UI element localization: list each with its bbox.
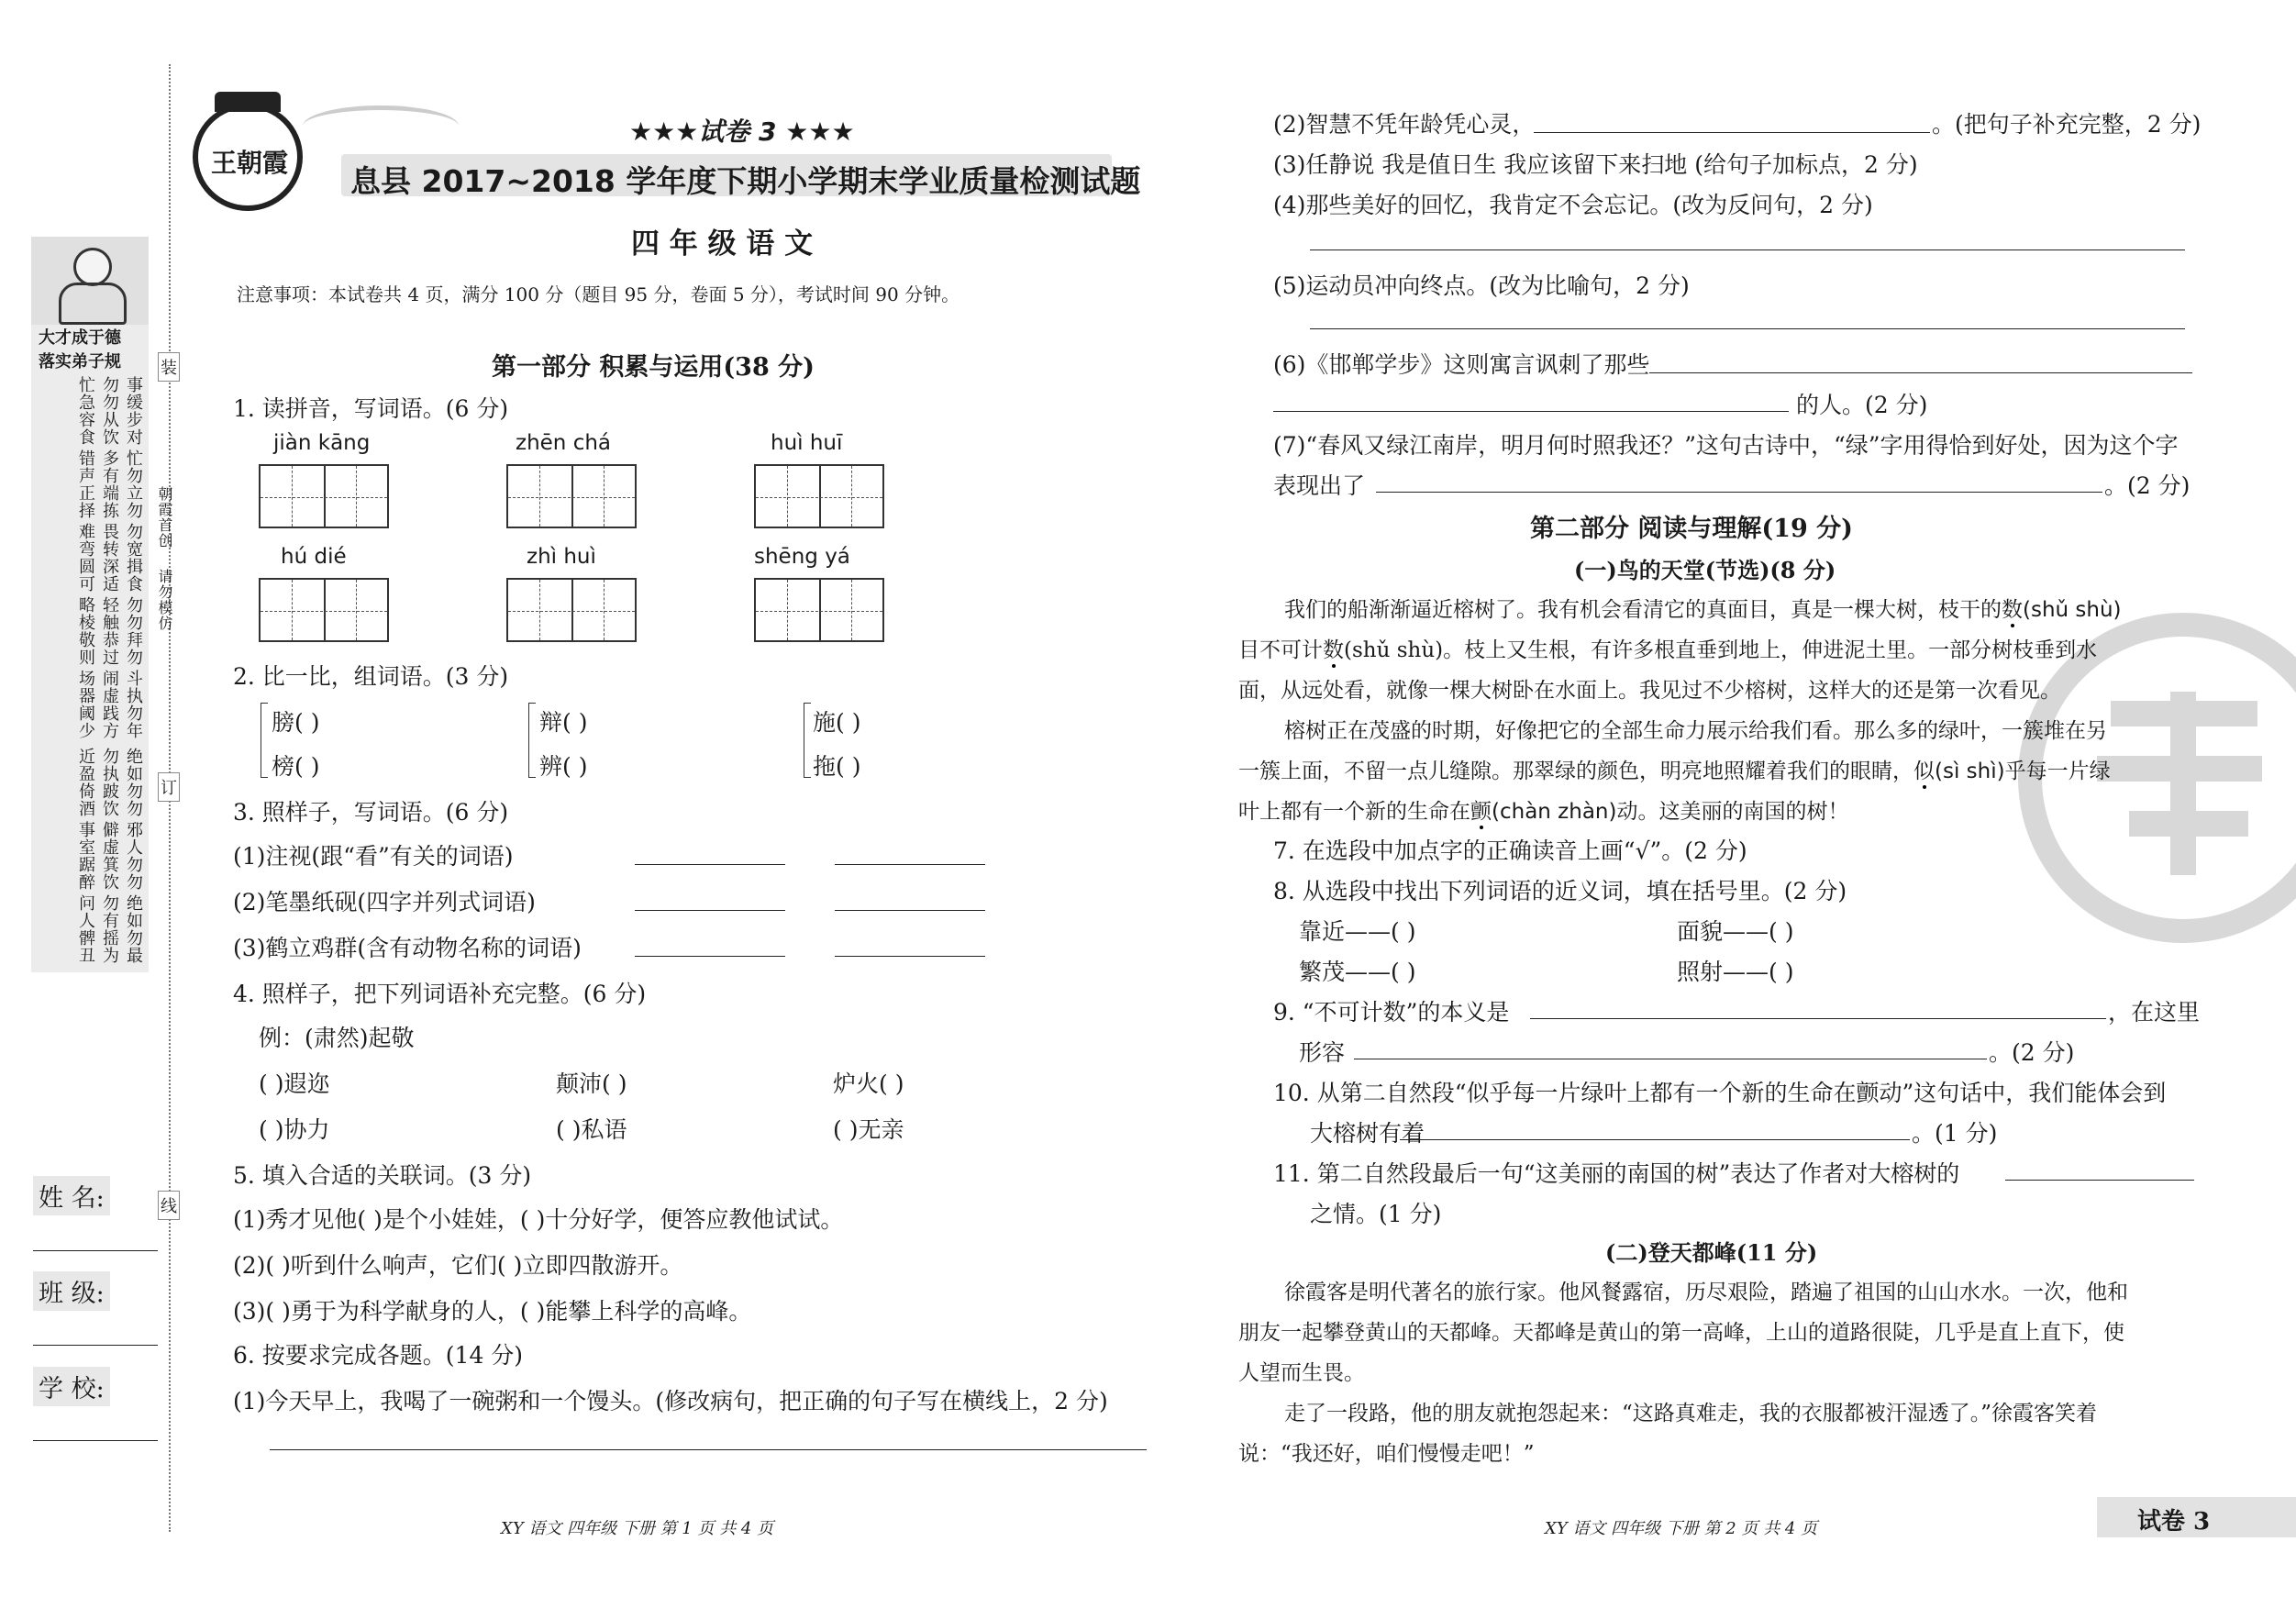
q1-pinyin: huì huī: [771, 431, 843, 455]
logo-crown-icon: [215, 92, 281, 112]
q6-7-tail: 。(2 分): [2104, 472, 2191, 499]
q3-item: (1)注视(跟“看”有关的词语): [233, 843, 514, 870]
sidebar-column: 问人髀丑: [76, 894, 95, 964]
q9-mid: ，在这里: [2108, 999, 2201, 1026]
q2-item[interactable]: 榜( ): [272, 753, 320, 780]
sidebar-column: 事缓步对: [124, 376, 143, 446]
scholar-body-icon: [59, 283, 127, 325]
q6-7-text: (7)“春风又绿江南岸，明月何时照我还？”这句古诗中，“绿”字用得恰到好处，因为这个字: [1273, 432, 2179, 459]
student-class-label: 班 级:: [33, 1271, 110, 1311]
q7-stem: 7. 在选段中加点字的正确读音上画“√”。(2 分): [1273, 837, 1747, 864]
q2-item[interactable]: 辨( ): [539, 753, 588, 780]
q6-6-text: (6)《邯郸学步》这则寓言讽刺了那些: [1273, 351, 1650, 378]
sidebar-portrait: [31, 237, 149, 325]
sidebar-column: 绝如勿最: [124, 894, 143, 964]
q6-7-answer-line[interactable]: [1376, 492, 2102, 493]
q1-writing-grid[interactable]: [754, 464, 884, 528]
q6-2-answer-line[interactable]: [1534, 132, 1930, 133]
q9-tail: 。(2 分): [1989, 1039, 2075, 1066]
sidebar-column: 事室踞醉: [76, 821, 95, 891]
q1-writing-grid[interactable]: [259, 464, 389, 528]
q1-pinyin: hú dié: [281, 545, 347, 569]
q1-stem: 1. 读拼音，写词语。(6 分): [233, 395, 509, 422]
passage1-line: 面，从远处看，就像一棵大树卧在水面上。我见过不少榕树，这样大的还是第一次看见。: [1238, 679, 2061, 703]
passage2-line: 说：“我还好，咱们慢慢走吧！”: [1238, 1442, 1535, 1466]
reading2-title: (二)登天都峰(11 分): [1605, 1239, 1818, 1266]
q9-text: 9. “不可计数”的本义是: [1273, 999, 1510, 1026]
q5-item[interactable]: (1)秀才见他( )是个小娃娃，( )十分好学，便答应教他试试。: [233, 1206, 844, 1233]
q3-answer-line[interactable]: [635, 956, 785, 957]
subject-title: 四 年 级 语 文: [631, 227, 814, 261]
header-swoosh: [303, 105, 459, 147]
sidebar-column: 绝如勿勿: [124, 748, 143, 817]
binding-label: 订: [158, 772, 180, 802]
footer-badge: 试卷 3: [2137, 1508, 2211, 1536]
passage2-line: 朋友一起攀登黄山的天都峰。天都峰是黄山的第一高峰，上山的道路很陡，几乎是直上直下，使: [1238, 1321, 2124, 1345]
sidebar-column: 畏转深适: [100, 523, 119, 593]
q2-bracket: [528, 703, 536, 778]
q3-answer-line[interactable]: [835, 864, 985, 865]
dotted-char: 数: [2002, 598, 2023, 622]
q4-item[interactable]: ( )无亲: [833, 1116, 904, 1143]
q2-item[interactable]: 施( ): [813, 709, 861, 736]
footer-right: XY 语文 四年级 下册 第 2 页 共 4 页: [1545, 1519, 1818, 1538]
q4-item[interactable]: ( )协力: [259, 1116, 330, 1143]
sidebar-column: 勿宽揖食: [124, 523, 143, 593]
q10-tail: 。(1 分): [1912, 1120, 1998, 1147]
exam-title: 息县 2017~2018 学年度下期小学期末学业质量检测试题: [350, 163, 1141, 199]
q6-3-text: (3)任静说 我是值日生 我应该留下来扫地 (给句子加标点，2 分): [1273, 151, 1918, 178]
q3-answer-line[interactable]: [635, 910, 785, 911]
notice-text: 注意事项：本试卷共 4 页，满分 100 分（题目 95 分，卷面 5 分），考试时间 90 分钟。: [237, 283, 960, 305]
q1-writing-grid[interactable]: [506, 464, 637, 528]
q5-item[interactable]: (2)( )听到什么响声，它们( )立即四散游开。: [233, 1252, 683, 1279]
passage1-line: 一簇上面，不留一点儿缝隙。那翠绿的颜色，明亮地照耀着我们的眼睛，似(sì shì)乎每一片绿: [1238, 760, 2111, 783]
binding-label: 线: [158, 1191, 180, 1220]
passage2-line: 走了一段路，他的朋友就抱怨起来：“这路真难走，我的衣服都被汗湿透了。”徐霞客笑着: [1284, 1402, 2098, 1425]
q4-example: 例：(肃然)起敬: [259, 1025, 415, 1051]
q10-answer-line[interactable]: [1400, 1139, 1910, 1140]
scholar-icon: [73, 248, 112, 286]
q8-item[interactable]: 照射——( ): [1677, 959, 1794, 985]
passage1-line: 我们的船渐渐逼近榕树了。我有机会看清它的真面目，真是一棵大树，枝干的数(shǔ shù): [1284, 598, 2122, 622]
q9-answer-line[interactable]: [1530, 1018, 2106, 1019]
q1-pinyin: zhì huì: [527, 545, 596, 569]
q6-6-answer-line[interactable]: [1649, 372, 2192, 373]
q8-item[interactable]: 靠近——( ): [1299, 918, 1416, 945]
dotted-char: 似: [1913, 760, 1935, 783]
q1-pinyin: shēng yá: [754, 545, 850, 569]
passage1-line: 叶上都有一个新的生命在颤(chàn zhàn)动。这美丽的南国的树！: [1238, 800, 1849, 824]
q4-item[interactable]: ( )遐迩: [259, 1070, 330, 1097]
sidebar-sub-label: 请勿模仿: [156, 569, 173, 631]
reading1-title: (一)鸟的天堂(节选)(8 分): [1574, 557, 1836, 583]
passage1-line: 榕树正在茂盛的时期，好像把它的全部生命力展示给我们看。那么多的绿叶，一簇堆在另: [1284, 719, 2107, 743]
q6-6-tail: 的人。(2 分): [1796, 392, 1928, 418]
q4-item[interactable]: 颠沛( ): [556, 1070, 627, 1097]
q8-item[interactable]: 面貌——( ): [1677, 918, 1794, 945]
q2-bracket: [261, 703, 268, 778]
sidebar-column: 邪人勿勿: [124, 821, 143, 891]
part2-title: 第二部分 阅读与理解(19 分): [1530, 515, 1853, 543]
student-name-label: 姓 名:: [33, 1176, 110, 1215]
passage1-line: 目不可计数(shǔ shù)。枝上又生根，有许多根直垂到地上，伸进泥土里。一部分树枝垂到水: [1238, 638, 2098, 662]
sidebar-column: 斗执勿年: [124, 670, 143, 739]
sidebar-column: 僻虚箕饮: [100, 821, 119, 891]
brand-logo: [193, 103, 303, 211]
q1-writing-grid[interactable]: [754, 578, 884, 642]
q11-text: 11. 第二自然段最后一句“这美丽的南国的树”表达了作者对大榕树的: [1273, 1160, 1960, 1187]
q8-item[interactable]: 繁茂——( ): [1299, 959, 1416, 985]
passage2-line: 徐霞客是明代著名的旅行家。他风餐露宿，历尽艰险，踏遍了祖国的山山水水。一次，他和: [1284, 1281, 2128, 1304]
q1-pinyin: zhēn chá: [516, 431, 612, 455]
q6-1-answer-line[interactable]: [270, 1449, 1147, 1450]
q2-bracket: [804, 703, 811, 778]
sidebar-column: 场器阈少: [76, 670, 95, 739]
sidebar-column: 忙急容食: [76, 376, 95, 446]
part1-title: 第一部分 积累与运用(38 分): [492, 353, 815, 382]
sidebar-column: 错声正择: [76, 449, 95, 519]
footer-left: XY 语文 四年级 下册 第 1 页 共 4 页: [501, 1519, 774, 1538]
binding-label: 装: [158, 352, 180, 382]
q6-5-text: (5)运动员冲向终点。(改为比喻句，2 分): [1273, 272, 1690, 299]
logo-text: 王朝霞: [211, 148, 289, 178]
dotted-char: 数: [1323, 638, 1344, 662]
q4-item[interactable]: 炉火( ): [833, 1070, 904, 1097]
sidebar-sub-label: 朝霞首创: [156, 486, 173, 549]
q11-tail: 之情。(1 分): [1310, 1201, 1442, 1227]
sidebar-column: 勿执跛饮: [100, 748, 119, 817]
student-name-field[interactable]: [33, 1250, 158, 1251]
q4-stem: 4. 照样子，把下列词语补充完整。(6 分): [233, 981, 647, 1007]
q4-item[interactable]: ( )私语: [556, 1116, 627, 1143]
q6-5-answer-line[interactable]: [1310, 328, 2185, 329]
q2-stem: 2. 比一比，组词语。(3 分): [233, 663, 509, 690]
q10-text: 10. 从第二自然段“似乎每一片绿叶上都有一个新的生命在颤动”这句话中，我们能体会到: [1273, 1080, 2167, 1106]
q1-writing-grid[interactable]: [259, 578, 389, 642]
q6-1-text: (1)今天早上，我喝了一碗粥和一个馒头。(修改病句，把正确的句子写在横线上，2 分): [233, 1388, 1108, 1414]
dotted-char: 颤: [1470, 800, 1492, 824]
sidebar-motto-2: 落实弟子规: [39, 352, 121, 372]
q5-stem: 5. 填入合适的关联词。(3 分): [233, 1162, 532, 1189]
sidebar-motto-1: 大才成于德: [39, 328, 121, 348]
sidebar-column: 略棱敬则: [76, 596, 95, 666]
student-school-label: 学 校:: [33, 1367, 110, 1406]
sidebar-column: 勿有摇为: [100, 894, 119, 964]
q9-lead: 形容: [1299, 1039, 1346, 1066]
q1-writing-grid[interactable]: [506, 578, 637, 642]
q6-2-tail: 。(把句子补充完整，2 分): [1932, 111, 2202, 138]
sidebar-column: 难弯圆可: [76, 523, 95, 593]
q1-pinyin: jiàn kāng: [273, 431, 371, 455]
passage2-line: 人望而生畏。: [1238, 1361, 1365, 1385]
q3-item: (2)笔墨纸砚(四字并列式词语): [233, 889, 536, 915]
q10-lead: 大榕树有着: [1310, 1120, 1425, 1147]
q2-item[interactable]: 辩( ): [539, 709, 588, 736]
q2-item[interactable]: 拖( ): [813, 753, 861, 780]
series-label: ★★★试卷 3 ★★★: [629, 116, 855, 147]
sidebar-column: 轻触恭过: [100, 596, 119, 666]
student-school-field[interactable]: [33, 1440, 158, 1441]
q3-answer-line[interactable]: [835, 910, 985, 911]
q6-2-text: (2)智慧不凭年龄凭心灵，: [1273, 111, 1536, 138]
q6-7-lead: 表现出了: [1273, 472, 1366, 499]
sidebar-column: 近盈倚酒: [76, 748, 95, 817]
q3-answer-line[interactable]: [635, 864, 785, 865]
sidebar-column: 闹虚践方: [100, 670, 119, 739]
sidebar-column: 勿勿从饮: [100, 376, 119, 446]
student-class-field[interactable]: [33, 1345, 158, 1346]
q8-stem: 8. 从选段中找出下列词语的近义词，填在括号里。(2 分): [1273, 878, 1847, 904]
q11-answer-line[interactable]: [2005, 1180, 2194, 1181]
q3-answer-line[interactable]: [835, 956, 985, 957]
q6-stem: 6. 按要求完成各题。(14 分): [233, 1342, 524, 1369]
q5-item[interactable]: (3)( )勇于为科学献身的人，( )能攀上科学的高峰。: [233, 1298, 752, 1325]
q6-6-answer-line[interactable]: [1273, 411, 1789, 412]
sidebar-column: 忙勿立勿: [124, 449, 143, 519]
q3-item: (3)鹤立鸡群(含有动物名称的词语): [233, 935, 582, 961]
q6-4-text: (4)那些美好的回忆，我肯定不会忘记。(改为反问句，2 分): [1273, 192, 1873, 218]
q3-stem: 3. 照样子，写词语。(6 分): [233, 799, 509, 826]
sidebar-column: 勿勿拜勿: [124, 596, 143, 666]
q2-item[interactable]: 膀( ): [272, 709, 320, 736]
sidebar-column: 多有端拣: [100, 449, 119, 519]
